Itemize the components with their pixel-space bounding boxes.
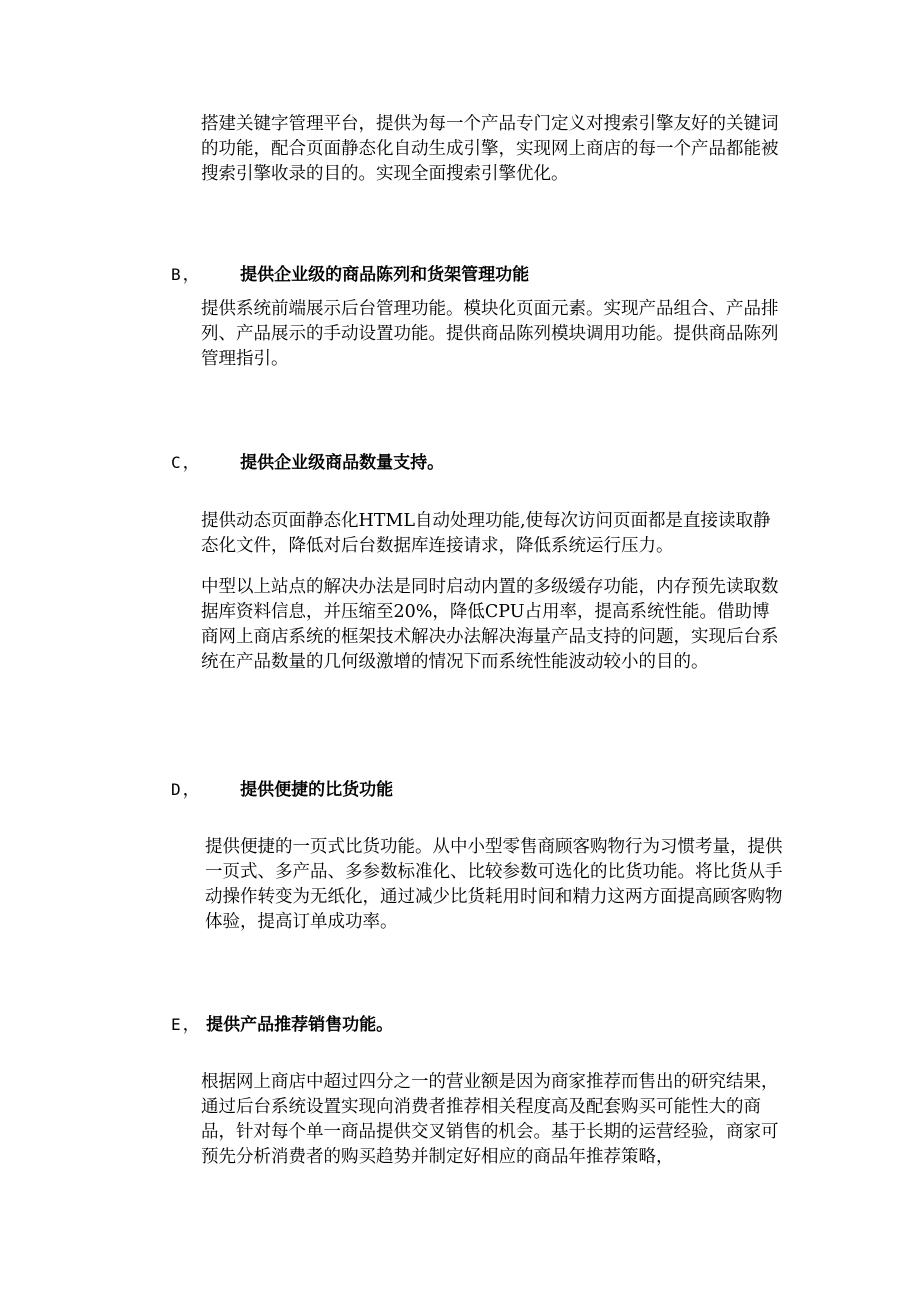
section-d-paragraph: 提供便捷的一页式比货功能。从中小型零售商顾客购物行为习惯考量，提供一页式、多产品、多参数标准化、比较参数可选化的比货功能。将比货从手动操作转变为无纸化，通过减少比货耗用时间和精力这两方面提高顾客购物体验，提高订单成功率。 — [205, 837, 783, 932]
section-b-letter: B — [171, 265, 181, 284]
section-b-title: 提供企业级的商品陈列和货架管理功能 — [240, 265, 530, 285]
section-c-letter: C — [171, 453, 181, 472]
section-c-separator: ， — [182, 453, 201, 473]
section-b-separator: ， — [182, 265, 201, 285]
section-d-title: 提供便捷的比货功能 — [240, 780, 394, 800]
section-c-heading — [171, 450, 444, 476]
section-d-separator: ， — [182, 780, 201, 800]
section-e-paragraph: 根据网上商店中超过四分之一的营业额是因为商家推荐而售出的研究结果，通过后台系统设置实现向消费者推荐相关程度高及配套购买可能性大的商品，针对每个单一商品提供交叉销售的机会。基于长期的运营经验，商家可预先分析消费者的购买趋势并制定好相应的商品年推荐策略， — [201, 1072, 779, 1167]
section-e-letter: E — [171, 1015, 181, 1034]
section-e-separator: ， — [182, 1015, 201, 1035]
section-d-letter: D — [171, 780, 181, 799]
section-c-paragraph-2: 中型以上站点的解决办法是同时启动内置的多级缓存功能，内存预先读取数据库资料信息，并压缩至20%，降低CPU占用率，提高系统性能。借助博商网上商店系统的框架技术解决办法解决海量产品支持的问题，实现后台系统在产品数量的几何级激增的情况下而系统性能波动较小的目的。 — [201, 577, 779, 672]
intro-paragraph: 搭建关键字管理平台，提供为每一个产品专门定义对搜索引擎友好的关键词的功能，配合页面静态化自动生成引擎，实现网上商店的每一个产品都能被搜索引擎收录的目的。实现全面搜索引擎优化。 — [201, 114, 779, 184]
section-e-title: 提供产品推荐销售功能。 — [206, 1015, 394, 1035]
section-c-title: 提供企业级商品数量支持。 — [240, 453, 445, 473]
section-b-heading — [171, 262, 529, 288]
section-e-heading — [171, 1012, 393, 1038]
section-c-paragraph-1: 提供动态页面静态化HTML自动处理功能,使每次访问页面都是直接读取静态化文件，降低对后台数据库连接请求，降低系统运行压力。 — [201, 511, 771, 556]
section-d-heading — [171, 777, 393, 803]
section-b-paragraph: 提供系统前端展示后台管理功能。模块化页面元素。实现产品组合、产品排列、产品展示的手动设置功能。提供商品陈列模块调用功能。提供商品陈列管理指引。 — [201, 299, 779, 369]
